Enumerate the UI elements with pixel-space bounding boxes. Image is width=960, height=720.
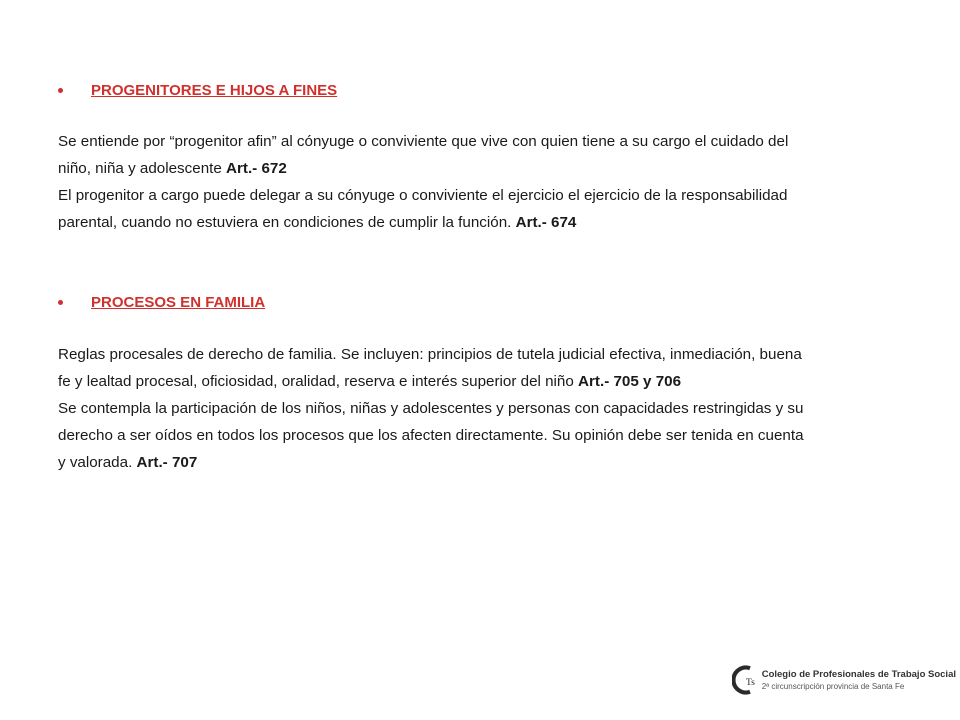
paragraph-line [58, 182, 888, 209]
paragraph-line [58, 341, 888, 368]
section-paragraph [58, 341, 888, 476]
section-paragraph [58, 128, 888, 236]
bullet-icon [58, 88, 63, 93]
paragraph-line [58, 422, 888, 449]
logo-subtitle: 2ª circunscripción provincia de Santa Fe [761, 682, 905, 691]
line-text: parental, cuando no estuviera en condiciones de cumplir la función. [58, 214, 516, 231]
bullet-icon [58, 300, 63, 305]
article-reference: Art.- 672 [226, 160, 287, 177]
line-text: Se contempla la participación de los niños, niñas y adolescentes y personas con capacidades restringidas y su [58, 400, 804, 417]
logo-title: Colegio de Profesionales de Trabajo Social [761, 669, 956, 680]
paragraph-line [58, 155, 888, 182]
paragraph-line [58, 395, 888, 422]
line-text: El progenitor a cargo puede delegar a su cónyuge o conviviente el ejercicio el ejercicio de la responsabilidad [58, 187, 788, 204]
paragraph-line [58, 449, 888, 476]
article-reference: Art.- 705 y 706 [578, 373, 682, 390]
section-heading-row [58, 294, 265, 311]
article-reference: Art.- 674 [515, 214, 577, 231]
line-text: Se entiende por “progenitor afin” al cónyuge o conviviente que vive con quien tiene a su cargo el cuidado del [58, 133, 789, 150]
paragraph-line [58, 368, 888, 395]
line-text: derecho a ser oídos en todos los procesos que los afecten directamente. Su opinión debe ser tenida en cuenta [58, 427, 804, 444]
cts-logo-icon [732, 657, 760, 703]
line-text: Reglas procesales de derecho de familia. Se incluyen: principios de tutela judicial efectiva, inmediación, buena [58, 346, 802, 363]
article-reference: Art.- 707 [136, 454, 198, 471]
line-text: fe y lealtad procesal, oficiosidad, oralidad, reserva e interés superior del niño [58, 373, 579, 390]
logo-mark-text: Ts [745, 676, 755, 688]
section-heading: PROCESOS EN FAMILIA [91, 294, 266, 311]
line-text: y valorada. [58, 454, 137, 471]
line-text: niño, niña y adolescente [58, 160, 227, 177]
paragraph-line [58, 209, 888, 236]
organization-logo [732, 655, 956, 705]
logo-text [762, 669, 956, 691]
section-heading: PROGENITORES E HIJOS A FINES [91, 82, 338, 99]
paragraph-line [58, 128, 888, 155]
section-heading-row [58, 82, 337, 99]
